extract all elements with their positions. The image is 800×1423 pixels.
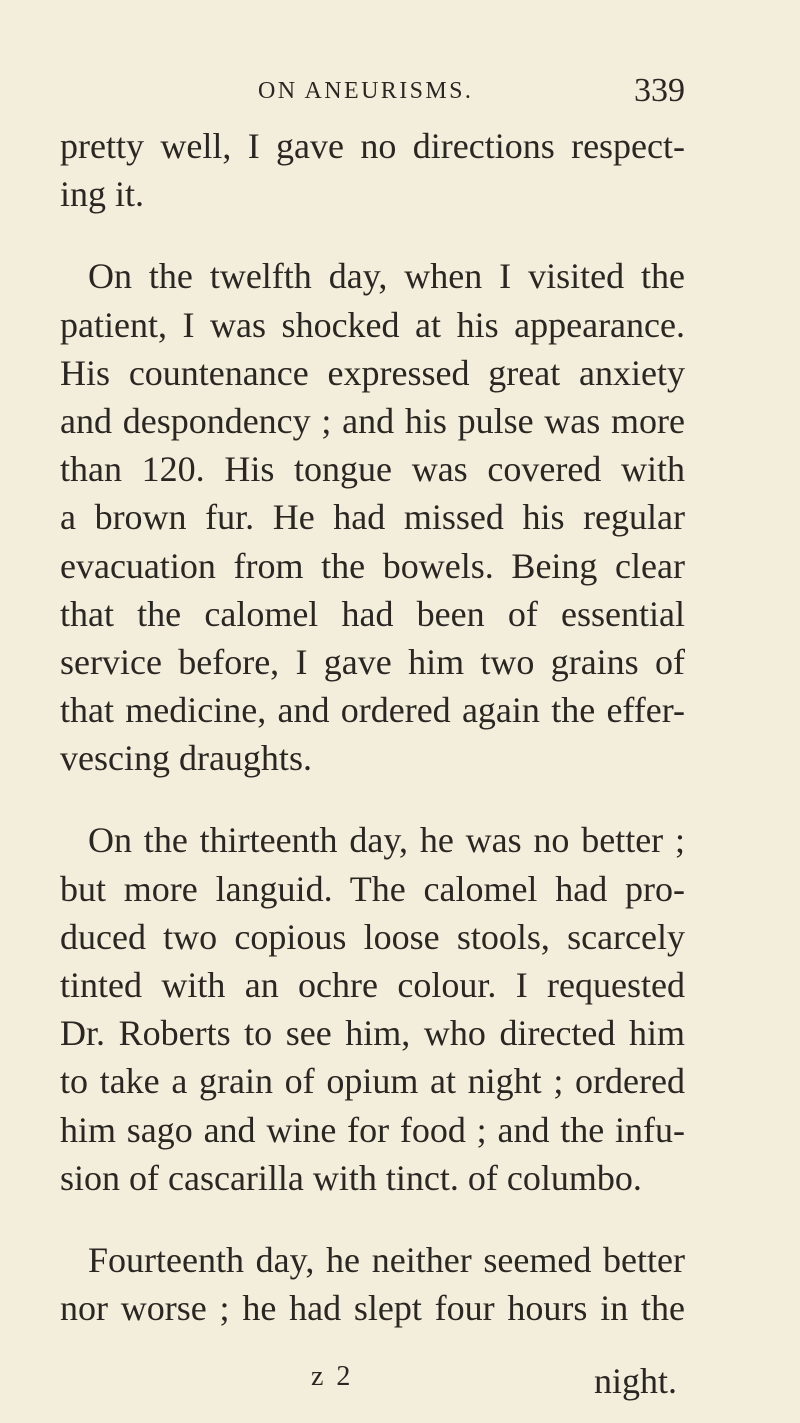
text-line: that the calomel had been of essential xyxy=(60,593,685,634)
page-number: 339 xyxy=(634,72,685,109)
text-line: Fourteenth day, he neither seemed better xyxy=(88,1239,685,1280)
text-line: pretty well, I gave no directions respect- xyxy=(60,126,685,166)
text-line: tinted with an ochre colour. I requested xyxy=(60,965,685,1005)
paragraph xyxy=(60,122,685,218)
text-line: ing it. xyxy=(60,174,145,215)
text-line: that medicine, and ordered again the effer- xyxy=(60,690,685,731)
text-line: to take a grain of opium at night ; ordered xyxy=(60,1061,685,1102)
paragraph xyxy=(60,816,685,1202)
text-line: On the twelfth day, when I visited the xyxy=(88,256,685,297)
text-line: than 120. His tongue was covered with xyxy=(60,449,685,490)
text-line: patient, I was shocked at his appearance. xyxy=(60,304,685,345)
text-line: nor worse ; he had slept four hours in the xyxy=(60,1288,685,1329)
catchword: night. xyxy=(594,1361,678,1401)
body-text xyxy=(60,122,685,1332)
paragraph xyxy=(60,252,685,782)
running-head xyxy=(0,72,800,118)
signature-mark: z 2 xyxy=(311,1361,354,1392)
text-line: duced two copious loose stools, scarcely xyxy=(60,916,685,957)
text-line: His countenance expressed great anxiety xyxy=(60,352,685,393)
paragraph xyxy=(60,1236,685,1332)
text-line: him sago and wine for food ; and the infu- xyxy=(60,1109,685,1150)
text-line: On the thirteenth day, he was no better ; xyxy=(88,820,685,861)
page-footer xyxy=(0,1360,800,1410)
text-line: service before, I gave him two grains of xyxy=(60,641,685,682)
text-line: sion of cascarilla with tinct. of columbo. xyxy=(60,1157,642,1198)
text-line: a brown fur. He had missed his regular xyxy=(60,497,685,538)
text-line: vescing draughts. xyxy=(60,738,312,779)
text-line: Dr. Roberts to see him, who directed him xyxy=(60,1013,685,1054)
running-title: ON ANEURISMS. xyxy=(258,78,474,104)
text-line: and despondency ; and his pulse was more xyxy=(60,400,685,441)
text-line: evacuation from the bowels. Being clear xyxy=(60,545,685,586)
text-line: but more languid. The calomel had pro- xyxy=(60,868,685,909)
